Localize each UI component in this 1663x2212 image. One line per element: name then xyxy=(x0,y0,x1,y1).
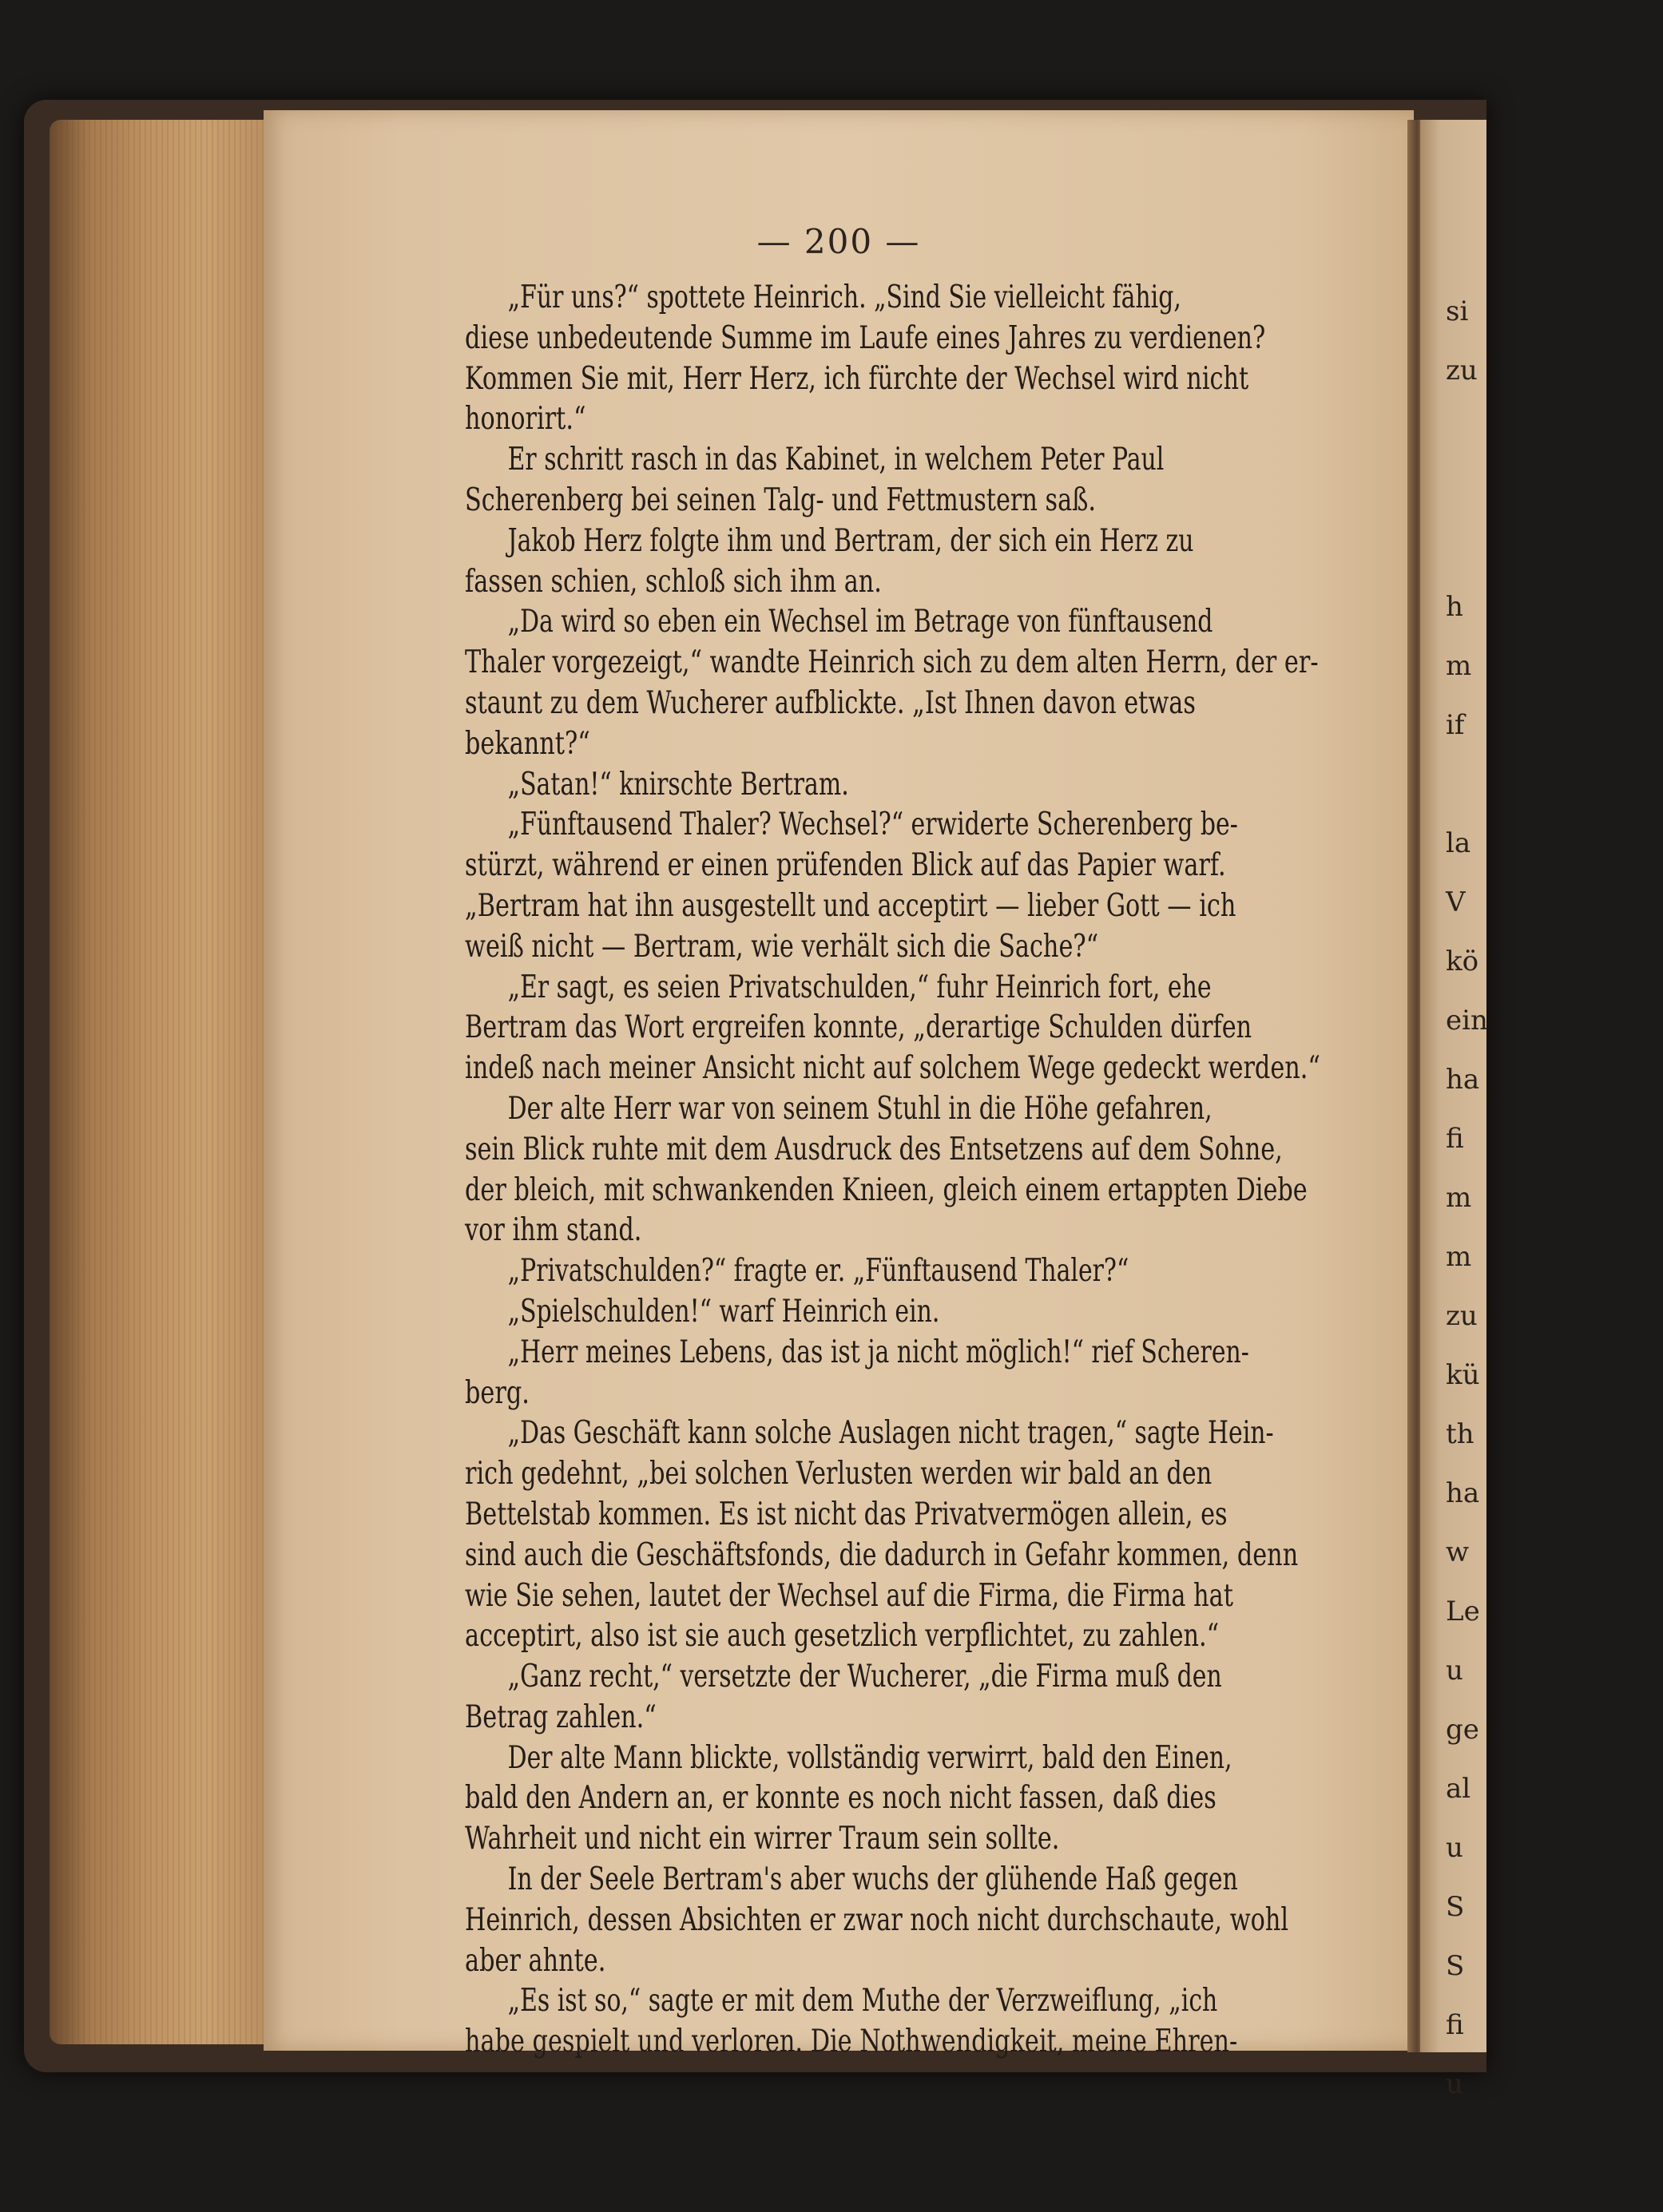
text-line: Scherenberg bei seinen Talg- und Fettmustern saß. xyxy=(465,482,1097,518)
text-line: weiß nicht — Bertram, wie verhält sich die Sache?“ xyxy=(465,928,1099,965)
next-page-fragment: w xyxy=(1446,1536,1470,1568)
next-page-fragment: ha xyxy=(1446,1477,1480,1509)
next-page-fragment: si xyxy=(1446,295,1469,327)
next-page-fragment: m xyxy=(1446,1241,1472,1273)
next-page-fragment: kö xyxy=(1446,945,1479,977)
text-line: In der Seele Bertram's aber wuchs der glühende Haß gegen xyxy=(507,1861,1238,1898)
next-page-fragment: if xyxy=(1446,709,1465,741)
next-page-fragment: m xyxy=(1446,1182,1472,1214)
next-page-fragment: S xyxy=(1446,1891,1465,1923)
text-line: sein Blick ruhte mit dem Ausdruck des Entsetzens auf dem Sohne, xyxy=(465,1131,1283,1167)
text-line: Er schritt rasch in das Kabinet, in welchem Peter Paul xyxy=(507,442,1165,478)
text-line: „Ganz recht,“ versetzte der Wucherer, „die Firma muß den xyxy=(507,1659,1222,1695)
next-page-fragment: Le xyxy=(1446,1596,1480,1627)
text-line: Kommen Sie mit, Herr Herz, ich fürchte der Wechsel wird nicht xyxy=(465,360,1249,397)
next-page-fragment: ha xyxy=(1446,1064,1480,1096)
next-page-fragment: al xyxy=(1446,1773,1471,1805)
text-line: indeß nach meiner Ansicht nicht auf solchem Wege gedeckt werden.“ xyxy=(465,1050,1320,1087)
next-page-fragment: S xyxy=(1446,1950,1465,1982)
next-page-fragment: ge xyxy=(1446,1714,1479,1746)
next-page-fragment: V xyxy=(1446,886,1466,918)
text-line: „Es ist so,“ sagte er mit dem Muthe der Verzweiflung, „ich xyxy=(507,1983,1218,2020)
next-page-fragment: h xyxy=(1446,591,1463,623)
text-line: Betrag zahlen.“ xyxy=(465,1699,657,1735)
text-line: acceptirt, also ist sie auch gesetzlich verpflichtet, zu zahlen.“ xyxy=(465,1618,1220,1655)
text-line: Wahrheit und nicht ein wirrer Traum sein sollte. xyxy=(465,1821,1060,1857)
text-line: „Herr meines Lebens, das ist ja nicht möglich!“ rief Scheren- xyxy=(507,1334,1249,1370)
next-page-fragment: th xyxy=(1446,1418,1474,1450)
text-line: der bleich, mit schwankenden Knieen, gleich einem ertappten Diebe xyxy=(465,1171,1308,1208)
next-page-fragment: fi xyxy=(1446,1123,1464,1155)
text-line: honorirt.“ xyxy=(465,401,586,438)
next-page-fragment: zu xyxy=(1446,1300,1478,1332)
text-line: berg. xyxy=(465,1374,530,1411)
text-line: Thaler vorgezeigt,“ wandte Heinrich sich zu dem alten Herrn, der er- xyxy=(465,644,1319,681)
text-line: aber ahnte. xyxy=(465,1942,606,1979)
text-line: habe gespielt und verloren. Die Nothwendigkeit, meine Ehren- xyxy=(465,2024,1238,2060)
text-line: rich gedehnt, „bei solchen Verlusten werden wir bald an den xyxy=(465,1456,1213,1493)
text-line: „Bertram hat ihn ausgestellt und acceptirt — lieber Gott — ich xyxy=(465,887,1236,924)
text-line: vor ihm stand. xyxy=(465,1212,642,1249)
page-number: — 200 — xyxy=(756,222,921,261)
next-page-fragment: zu xyxy=(1446,355,1478,387)
next-page-fragment: u xyxy=(1446,1832,1463,1864)
text-line: „Das Geschäft kann solche Auslagen nicht tragen,“ sagte Hein- xyxy=(507,1415,1274,1452)
next-page-fragment: kü xyxy=(1446,1359,1480,1391)
text-line: „Fünftausend Thaler? Wechsel?“ erwiderte Scherenberg be- xyxy=(507,807,1238,843)
next-page-fragment: ein xyxy=(1446,1005,1488,1037)
text-line: Der alte Mann blickte, vollständig verwirrt, bald den Einen, xyxy=(507,1739,1232,1776)
text-line: „Privatschulden?“ fragte er. „Fünftausend Thaler?“ xyxy=(507,1253,1129,1290)
text-line: „Er sagt, es seien Privatschulden,“ fuhr Heinrich fort, ehe xyxy=(507,969,1212,1005)
text-line: bekannt?“ xyxy=(465,725,590,762)
text-line: „Spielschulden!“ warf Heinrich ein. xyxy=(507,1293,940,1330)
next-page-edge xyxy=(1420,120,1488,2100)
next-page-fragment: u xyxy=(1446,2068,1463,2100)
text-line: Der alte Herr war von seinem Stuhl in die Höhe gefahren, xyxy=(507,1090,1213,1127)
text-line: Bertram das Wort ergreifen konnte, „derartige Schulden dürfen xyxy=(465,1009,1252,1046)
text-line: fassen schien, schloß sich ihm an. xyxy=(465,563,882,600)
text-line: Bettelstab kommen. Es ist nicht das Privatvermögen allein, es xyxy=(465,1496,1228,1532)
text-line: „Satan!“ knirschte Bertram. xyxy=(507,766,849,803)
page-stack-lines xyxy=(50,120,273,2044)
text-line: Jakob Herz folgte ihm und Bertram, der sich ein Herz zu xyxy=(507,522,1194,559)
next-page-fragment: fi xyxy=(1446,2009,1464,2041)
next-page-fragment: u xyxy=(1446,1655,1463,1687)
text-line: sind auch die Geschäftsfonds, die dadurch in Gefahr kommen, denn xyxy=(465,1536,1299,1573)
text-line: wie Sie sehen, lautet der Wechsel auf die Firma, die Firma hat xyxy=(465,1577,1233,1614)
text-line: stürzt, während er einen prüfenden Blick auf das Papier warf. xyxy=(465,847,1226,884)
next-page-fragment: la xyxy=(1446,827,1471,859)
text-line: diese unbedeutende Summe im Laufe eines Jahres zu verdienen? xyxy=(465,319,1266,356)
text-line: „Für uns?“ spottete Heinrich. „Sind Sie vielleicht fähig, xyxy=(507,279,1181,315)
text-line: bald den Andern an, er konnte es noch nicht fassen, daß dies xyxy=(465,1780,1216,1817)
book-page xyxy=(264,110,1414,2060)
next-page-fragment: m xyxy=(1446,650,1472,682)
text-line: Heinrich, dessen Absichten er zwar noch nicht durchschaute, wohl xyxy=(465,1901,1289,1938)
text-line: staunt zu dem Wucherer aufblickte. „Ist Ihnen davon etwas xyxy=(465,684,1196,721)
text-line: „Da wird so eben ein Wechsel im Betrage von fünftausend xyxy=(507,604,1213,640)
